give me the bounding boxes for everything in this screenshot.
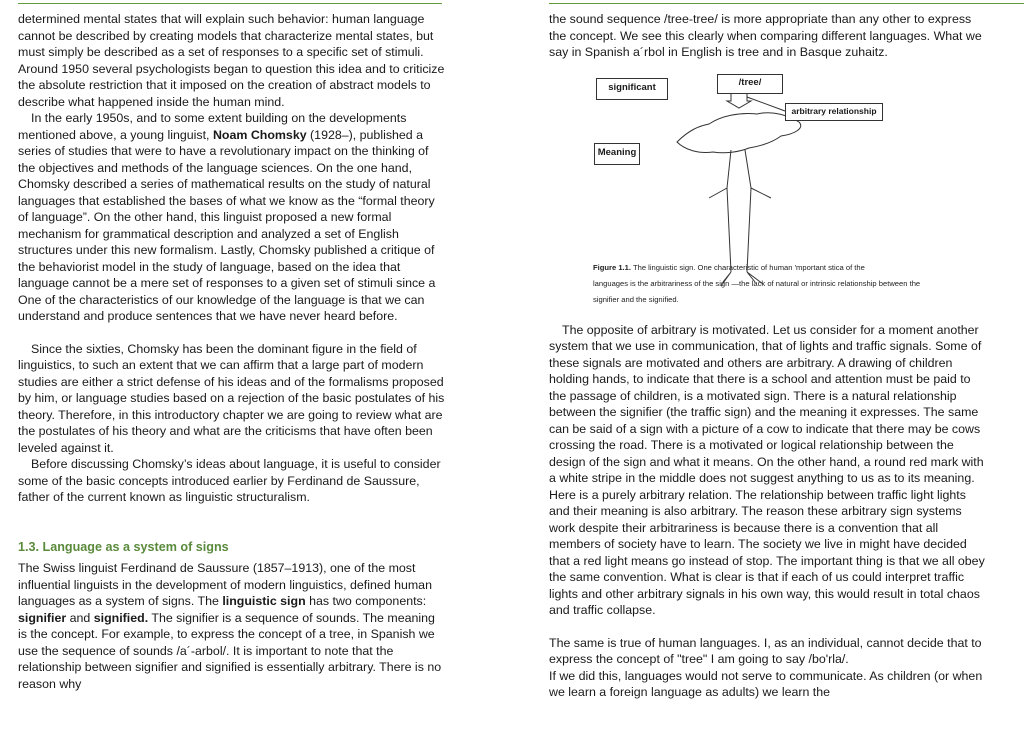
top-rule-right [549,3,1024,4]
tree-crown-icon [677,112,801,152]
significant-box: significant [596,78,668,100]
paragraph: Around 1950 several psychologists began to question this idea and to criticize the absolute restriction that it imposed on the creation of abstract models to describe what happened inside the human mind. [18,61,445,109]
chomsky-name: Noam Chomsky [212,127,307,142]
left-column [18,11,446,692]
meaning-box: Meaning [594,143,640,165]
paragraph-saussure: The Swiss linguist Ferdinand de Saussure (1857–1913), one of the most influential linguists in the development of modern linguistics, defined human languages as a system of signs. The linguistic sign has two components: signifier and signified. The signifier is a sequence of sounds. The meaning is the concept. For example, to express the concept of a tree, in Spanish we use the sequence of sounds /a´-arbol/. It is important to note that the relationship between signifier and signified is essentially arbitrary. There is no reason why [18,561,442,691]
relationship-connector [747,97,785,111]
tree-sound-box: /tree/ [717,74,783,94]
paragraph: If we did this, languages would not serve to communicate. As children (or when we learn a foreign language as adults) we learn the [549,668,983,699]
paragraph: Before discussing Chomsky’s ideas about language, it is useful to consider some of the basic concepts introduced earlier by Ferdinand de Saussure, father of the current known as linguistic structuralism. [18,457,441,504]
linguistic-sign-figure [549,72,989,322]
paragraph-chomsky: In the early 1950s, and to some extent building on the developments mentioned above, a young linguist, Noam Chomsky (1928–), published a series of studies that were to have a revolutionary impact on the thinking of the objectives and methods of the language sciences. On the one hand, Chomsky described a series of mathematical results on the study of natural languages that established the bases of what we know as the “formal theory of language”. On the other hand, this linguist proposed a new formal mechanism for grammatical description and analyzed a set of English structures under this new formalism. Lastly, Chomsky published a critique of the behaviorist model in the study of language, based on the idea that language cannot be a mere set of responses to a given set of stimuli since a One of the characteristics of our knowledge of the language is that we can understand and produce sentences that we have never heard before. [18,111,436,323]
section-heading: 1.3. Language as a system of signs [18,539,229,554]
top-rule-left [18,3,442,4]
paragraph: Since the sixties, Chomsky has been the dominant figure in the field of linguistics, to such an extent that we can affirm that a large part of modern studies are either a strict defense of his ideas and of the formalisms proposed by him, or language studies based on a rejection of the basic postulates of his theory. Therefore, in this introductory chapter we are going to review what are the postulates of his theory and what are the criticisms that have often been leveled against it. [18,341,445,455]
right-column [549,11,989,701]
paragraph: The opposite of arbitrary is motivated. Let us consider for a moment another system that we use in communication, that of lights and traffic signals. Some of these signals are motivated and others are arbitrary. A drawing of children holding hands, to indicate that there is a school and attention must be paid to the passage of children, is a motivated sign. There is a natural relationship between the signifier (the traffic sign) and the meaning it expresses. The same can be said of a sign with a picture of a cow to indicate that there may be cows crossing the road. There is a motivated or logical relationship between the design of the sign and what it means. On the other hand, a round red mark with a white stripe in the middle does not suggest anything to us as to its meaning. Here is a purely arbitrary relation. The relationship between traffic light lights and their meaning is also arbitrary. The reason these arbitrary sign systems work despite their arbitrariness is because there is a convention that all members of society have to learn. The society we live in might have decided that a red light means go instead of stop. The important thing is that we all obey the same convention. What is clear is that if each of us could interpret traffic lights and other arbitrary signals in his own way, this would result in total chaos and traffic collapse. [549,322,985,617]
figure-caption: Figure 1.1. The linguistic sign. One characteristic of human 'mportant stica of the languages is the arbitrariness of the sign —the lack of natural or intrinsic relationship between the signifier and the signified. [593,262,921,304]
paragraph: the sound sequence /tree-tree/ is more appropriate than any other to express the concept. We see this clearly when comparing different languages. What we say in Spanish a´rbol in English is tree and in Basque zuhaitz. [549,12,982,59]
paragraph: The same is true of human languages. I, as an individual, cannot decide that to express the concept of "tree" I am going to say /bo'rla/. [549,635,982,666]
paragraph: determined mental states that will explain such behavior: human language cannot be described by creating models that characterize mental states, but must simply be described as a set of responses to a specific set of stimuli. [18,12,434,59]
arbitrary-relationship-box: arbitrary relationship [785,103,883,121]
